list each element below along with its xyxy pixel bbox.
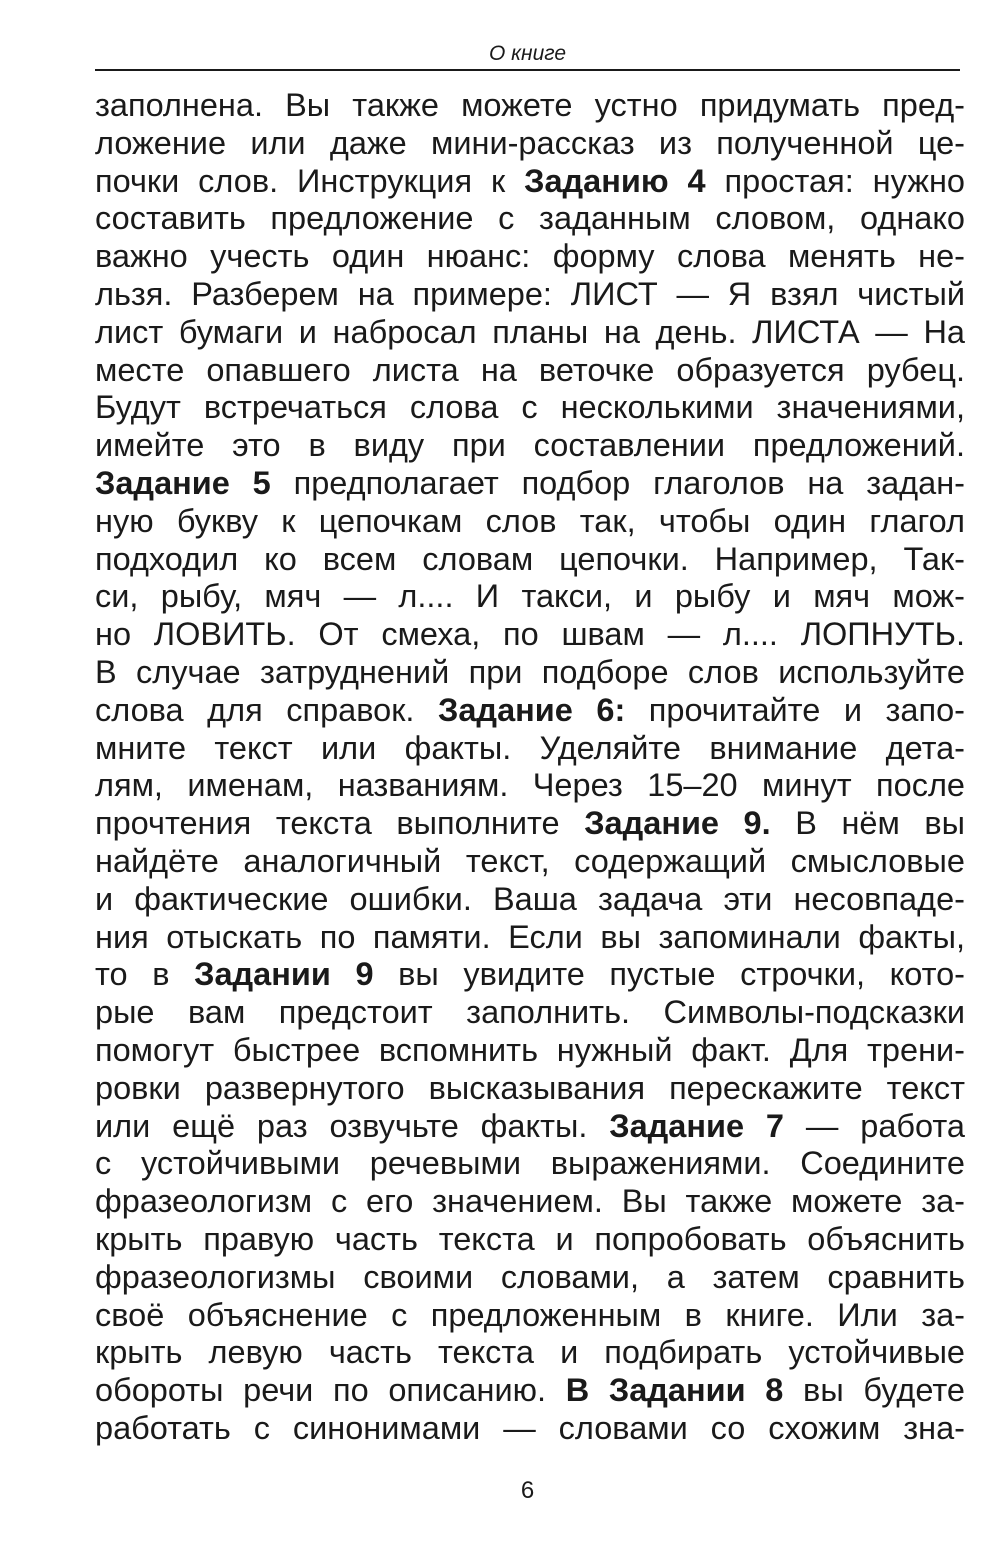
text-run: — работа [784, 1107, 965, 1144]
text-run: с устойчивыми речевыми выражениями. Соедините [95, 1145, 965, 1182]
text-run: но ЛОВИТЬ. От смеха, по швам — л.... ЛОПНУТЬ. [95, 616, 965, 653]
text-run: заполнена. Вы также можете устно придумать пред- [95, 87, 965, 123]
task-reference: Задание 7 [609, 1107, 785, 1144]
text-run: и фактические ошибки. Ваша задача эти несовпаде- [95, 880, 965, 917]
text-run: обороты речи по описанию. [95, 1372, 566, 1409]
text-line [95, 1334, 965, 1372]
text-run: имейте это в виду при составлении предложений. [95, 427, 965, 464]
text-run: месте опавшего листа на веточке образуется рубец. [95, 351, 965, 388]
text-line [95, 1410, 965, 1448]
header-rule [95, 69, 960, 71]
text-run: ную букву к цепочкам слов так, чтобы один глагол [95, 502, 965, 539]
text-run: ния отыскать по памяти. Если вы запоминали факты, [95, 918, 965, 955]
text-line [95, 503, 965, 541]
text-line [95, 1221, 965, 1259]
text-run: почки слов. Инструкция к [95, 162, 525, 199]
text-line [95, 389, 965, 427]
text-run: прочитайте и запо- [625, 691, 965, 728]
text-line [95, 767, 965, 805]
text-line [95, 238, 965, 276]
text-run: си, рыбу, мяч — л.... И такси, и рыбу и мяч мож- [95, 578, 965, 615]
text-line [95, 163, 965, 201]
text-line [95, 994, 965, 1032]
text-run: найдёте аналогичный текст, содержащий смысловые [95, 842, 965, 879]
text-run: своё объяснение с предложенным в книге. Или за- [95, 1296, 965, 1333]
text-run: работать с синонимами — словами со схожим зна- [95, 1409, 965, 1446]
text-line [95, 276, 965, 314]
text-run: составить предложение с заданным словом, однако [95, 200, 965, 237]
text-run: льзя. Разберем на примере: ЛИСТ — Я взял чистый [95, 275, 965, 312]
text-line [95, 427, 965, 465]
text-run: Будут встречаться слова с несколькими значениями, [95, 389, 965, 426]
text-line [95, 843, 965, 881]
text-line [95, 87, 965, 125]
task-reference: Задание 5 [95, 464, 271, 501]
text-line [95, 352, 965, 390]
text-line [95, 616, 965, 654]
text-run: фразеологизмы своими словами, а затем сравнить [95, 1258, 965, 1295]
text-line [95, 919, 965, 957]
text-line [95, 730, 965, 768]
text-run: фразеологизм с его значением. Вы также можете за- [95, 1183, 965, 1220]
text-run: то в [95, 956, 195, 993]
text-line [95, 314, 965, 352]
text-run: В случае затруднений при подборе слов используйте [95, 653, 965, 690]
text-line [95, 805, 965, 843]
text-line [95, 1032, 965, 1070]
text-line [95, 881, 965, 919]
text-run: простая: нужно [705, 162, 965, 199]
text-line [95, 956, 965, 994]
text-run: или ещё раз озвучьте факты. [95, 1107, 610, 1144]
text-line [95, 692, 965, 730]
task-reference: В Задании 8 [565, 1372, 784, 1409]
text-run: помогут быстрее вспомнить нужный факт. Для трени- [95, 1031, 965, 1068]
text-run: лям, именам, названиям. Через 15–20 минут после [95, 767, 965, 804]
text-line [95, 578, 965, 616]
task-reference: Задание 6: [438, 691, 626, 728]
text-line [95, 1108, 965, 1146]
text-run: слова для справок. [95, 691, 438, 728]
text-run: важно учесть один нюанс: форму слова менять не- [95, 238, 965, 275]
text-run: рые вам предстоит заполнить. Символы-подсказки [95, 994, 965, 1031]
text-run: крыть левую часть текста и подбирать устойчивые [95, 1334, 965, 1371]
text-run: вы увидите пустые строчки, кото- [373, 956, 965, 993]
text-run: В нём вы [770, 805, 965, 842]
task-reference: Задание 9. [584, 805, 771, 842]
text-run: лист бумаги и набросал планы на день. ЛИСТА — На [95, 313, 965, 350]
text-line [95, 1183, 965, 1221]
text-run: ложение или даже мини-рассказ из полученной це- [95, 124, 965, 161]
text-run: предполагает подбор глаголов на задан- [270, 464, 965, 501]
text-run: вы будете [783, 1372, 965, 1409]
text-run: крыть правую часть текста и попробовать объяснить [95, 1220, 965, 1257]
text-run: мните текст или факты. Уделяйте внимание дета- [95, 729, 965, 766]
task-reference: Заданию 4 [524, 162, 706, 199]
text-run: ровки развернутого высказывания перескажите текст [95, 1069, 965, 1106]
text-run: прочтения текста выполните [95, 805, 585, 842]
body-text [95, 87, 965, 1448]
running-header: О книге [488, 42, 567, 65]
text-line [95, 1372, 965, 1410]
text-line [95, 654, 965, 692]
text-line [95, 465, 965, 503]
text-line [95, 125, 965, 163]
text-line [95, 1297, 965, 1335]
text-line [95, 1145, 965, 1183]
text-line [95, 1259, 965, 1297]
task-reference: Задании 9 [194, 956, 374, 993]
text-line [95, 200, 965, 238]
text-line [95, 1070, 965, 1108]
page-number: 6 [520, 1477, 535, 1504]
text-run: подходил ко всем словам цепочки. Например, Так- [95, 540, 965, 577]
text-line [95, 541, 965, 579]
